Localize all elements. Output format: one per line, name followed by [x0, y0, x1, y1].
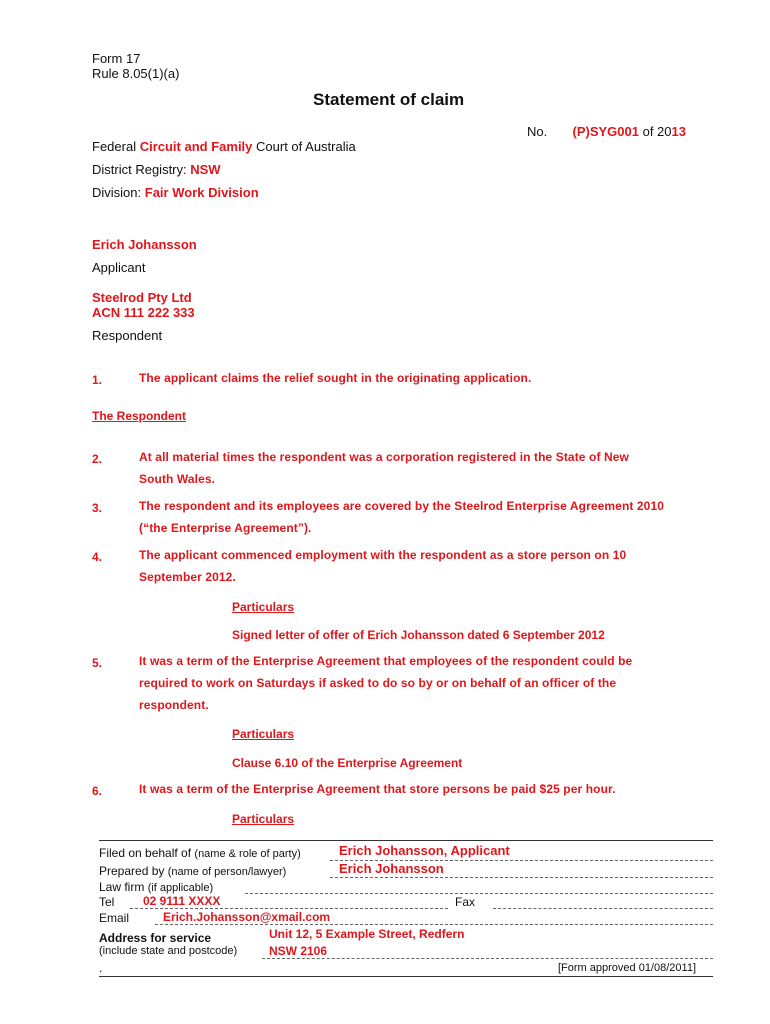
paragraph-number: 4. — [92, 550, 103, 564]
paragraph-line: September 2012. — [139, 570, 236, 584]
paragraph-number: 1. — [92, 373, 103, 387]
filed-label — [99, 846, 301, 860]
paragraph-line: respondent. — [139, 698, 209, 712]
email-underline — [155, 924, 713, 925]
tel-value: 02 9111 XXXX — [143, 894, 221, 908]
paragraph-line: required to work on Saturdays if asked to do so by or on behalf of an officer of the — [139, 676, 617, 690]
particulars-heading: Particulars — [232, 812, 295, 826]
address-label: Address for service — [99, 931, 212, 945]
address-underline — [262, 958, 713, 959]
paragraph-line: The respondent and its employees are covered by the Steelrod Enterprise Agreement 2010 — [139, 499, 664, 513]
paragraph-number: 2. — [92, 452, 103, 466]
rule-reference: Rule 8.05(1)(a) — [92, 66, 180, 81]
paragraph-text — [139, 446, 709, 490]
filed-hint: (name & role of party) — [194, 848, 301, 860]
prepared-value: Erich Johansson — [339, 861, 444, 876]
paragraph-text — [139, 495, 709, 539]
registry-value: NSW — [190, 162, 221, 177]
email-label: Email — [99, 911, 130, 925]
section-heading: The Respondent — [92, 409, 187, 423]
prepared-label-text: Prepared by — [99, 864, 165, 878]
registry-label: District Registry: — [92, 162, 191, 177]
paragraph-number: 6. — [92, 784, 103, 798]
case-no-value: (P)SYG001 — [572, 124, 639, 139]
paragraph-line: At all material times the respondent was a corporation registered in the State of New — [139, 450, 629, 464]
footer-divider — [99, 840, 713, 841]
division — [92, 185, 259, 200]
court-suffix: Court of Australia — [252, 139, 356, 154]
paragraph-number: 3. — [92, 501, 103, 515]
paragraph-line: South Wales. — [139, 472, 216, 486]
filed-value: Erich Johansson, Applicant — [339, 843, 510, 858]
fax-label: Fax — [455, 895, 476, 909]
paragraph-text — [139, 650, 709, 716]
filed-label-text: Filed on behalf of — [99, 846, 192, 860]
court-prefix: Federal — [92, 139, 140, 154]
particulars-text: Signed letter of offer of Erich Johansson dated 6 September 2012 — [232, 628, 605, 642]
address-hint: (include state and postcode) — [99, 945, 238, 957]
form-number: Form 17 — [92, 51, 141, 66]
paragraph-line: The applicant commenced employment with the respondent as a store person on 10 — [139, 548, 627, 562]
paragraph-line: It was a term of the Enterprise Agreement that employees of the respondent could be — [139, 654, 633, 668]
page-title: Statement of claim — [313, 90, 465, 109]
prepared-hint: (name of person/lawyer) — [167, 866, 287, 878]
prepared-label — [99, 864, 286, 878]
address-line-1: Unit 12, 5 Example Street, Redfern — [269, 927, 465, 941]
case-number — [527, 124, 686, 139]
particulars-text: Clause 6.10 of the Enterprise Agreement — [232, 756, 463, 770]
tel-underline — [130, 908, 448, 909]
court-name-red: Circuit and Family — [139, 139, 253, 154]
division-label: Division: — [92, 185, 145, 200]
case-year-suffix: 13 — [671, 124, 686, 139]
lawfirm-hint: (if applicable) — [147, 882, 214, 894]
division-value: Fair Work Division — [144, 185, 259, 200]
applicant-role: Applicant — [92, 260, 146, 275]
district-registry — [92, 162, 221, 177]
tel-label: Tel — [99, 895, 115, 909]
paragraph-number: 5. — [92, 656, 103, 670]
particulars-heading: Particulars — [232, 727, 295, 741]
fax-underline — [493, 908, 713, 909]
case-no-label: No. — [527, 124, 548, 139]
footer-bottom-divider — [99, 976, 713, 977]
case-of-label: of 20 — [642, 124, 672, 139]
address-line-2: NSW 2106 — [269, 944, 328, 958]
prepared-underline — [330, 877, 713, 878]
form-approved: [Form approved 01/08/2011] — [558, 962, 696, 974]
respondent-name: Steelrod Pty Ltd — [92, 290, 192, 305]
paragraph-line: (“the Enterprise Agreement”). — [139, 521, 312, 535]
footer-dot: . — [99, 961, 103, 975]
particulars-heading: Particulars — [232, 600, 295, 614]
lawfirm-label — [99, 880, 213, 894]
lawfirm-label-text: Law firm — [99, 880, 145, 894]
respondent-acn: ACN 111 222 333 — [92, 305, 195, 320]
email-value: Erich.Johansson@xmail.com — [163, 910, 331, 924]
respondent-role: Respondent — [92, 328, 163, 343]
applicant-name: Erich Johansson — [92, 237, 197, 252]
lawfirm-underline — [245, 893, 713, 894]
paragraph-text: It was a term of the Enterprise Agreement that store persons be paid $25 per hour. — [139, 782, 616, 796]
paragraph-text: The applicant claims the relief sought in the originating application. — [139, 371, 532, 385]
paragraph-text — [139, 544, 709, 588]
court-name — [92, 139, 356, 154]
